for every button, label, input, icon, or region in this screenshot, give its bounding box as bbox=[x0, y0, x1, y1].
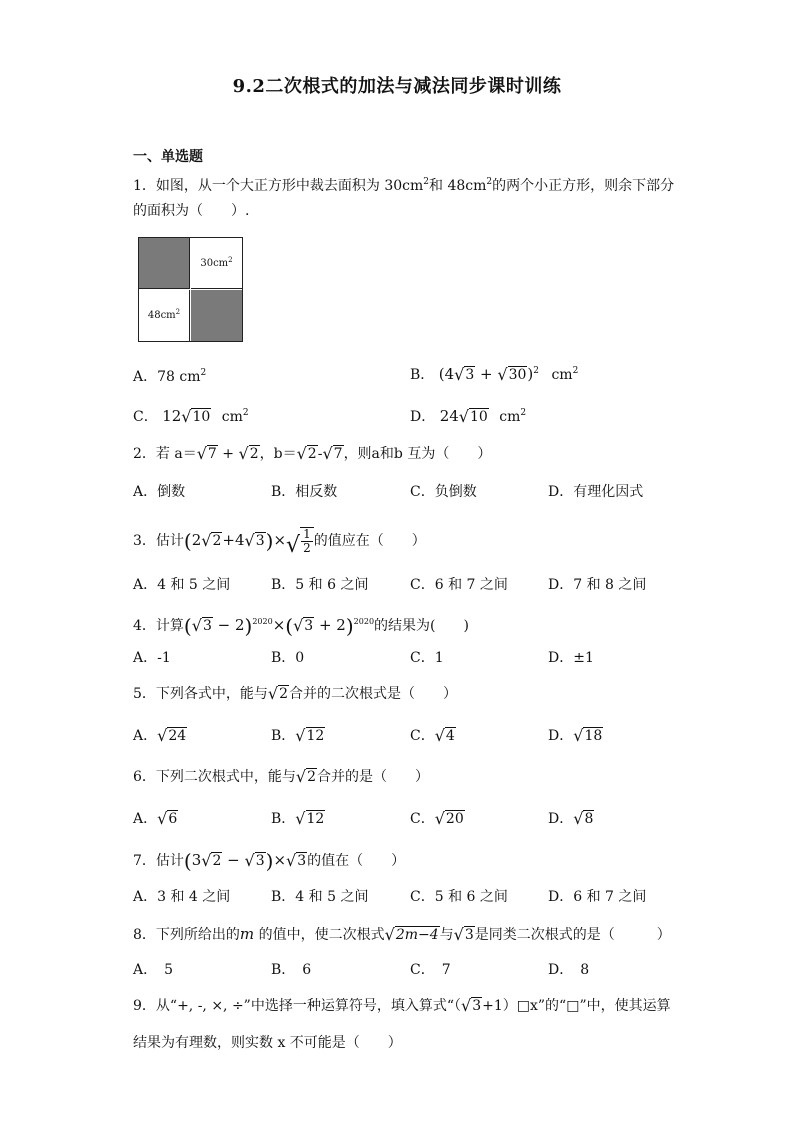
question-6: 6．下列二次根式中，能与 √ 2 合并的是（ ） bbox=[133, 767, 430, 786]
q1-text-c: 的两个小正方形，则余下部分 bbox=[492, 178, 675, 194]
q5-option-a: A． √ 24 bbox=[133, 726, 187, 745]
q1-option-a: A．78 $cm^2$ bbox=[133, 368, 207, 385]
question-3: 3．估计(2 √ 2 +4 √ 3 )× √ $\frac{1}{2}$ 的值应在（ ） bbox=[133, 527, 426, 558]
squares-figure bbox=[138, 237, 243, 342]
q2-option-d: D．有理化因式 bbox=[548, 484, 644, 500]
q6-option-d: D． √ 8 bbox=[548, 809, 594, 828]
page-title: 9.2二次根式的加法与减法同步课时训练 bbox=[232, 76, 562, 97]
q3-option-d: D．7 和 8 之间 bbox=[548, 577, 647, 593]
small-square-30 bbox=[191, 238, 242, 289]
q3-option-a: A．4 和 5 之间 bbox=[133, 577, 231, 593]
q6-option-b: B． √ 12 bbox=[271, 809, 325, 828]
shaded-region-top-left bbox=[139, 238, 190, 289]
q7-option-c: C．5 和 6 之间 bbox=[410, 889, 508, 905]
small-square-48-label: $48cm^2$ bbox=[147, 308, 181, 321]
q8-option-d: D． 8 bbox=[548, 962, 590, 978]
q8-option-a: A． 5 bbox=[133, 962, 174, 978]
q7-option-a: A．3 和 4 之间 bbox=[133, 889, 231, 905]
question-1-line2: 的面积为（ ）. bbox=[133, 203, 250, 219]
q2-option-b: B．相反数 bbox=[271, 484, 338, 500]
q8-option-c: C． 7 bbox=[410, 962, 451, 978]
q3-option-b: B．5 和 6 之间 bbox=[271, 577, 369, 593]
section-heading: 一、单选题 bbox=[133, 149, 203, 165]
q7-option-d: D．6 和 7 之间 bbox=[548, 889, 647, 905]
q5-option-d: D． √ 18 bbox=[548, 726, 603, 745]
question-2: 2．若 a＝ √ 7 + √ 2 ，b＝ √ 2 - √ 7 ，则a和b 互为（ ） bbox=[133, 444, 492, 463]
q8-option-b: B． 6 bbox=[271, 962, 312, 978]
shaded-region-bottom-right bbox=[191, 290, 242, 341]
q5-option-b: B． √ 12 bbox=[271, 726, 325, 745]
q1-text-b: 和 48cm bbox=[429, 178, 487, 194]
q1-sup-1: 2 bbox=[423, 177, 430, 187]
q3-option-c: C．6 和 7 之间 bbox=[410, 577, 508, 593]
q7-option-b: B．4 和 5 之间 bbox=[271, 889, 369, 905]
q4-option-b: B．0 bbox=[271, 650, 305, 666]
question-9-line2: 结果为有理数，则实数 x 不可能是（ ） bbox=[133, 1035, 402, 1051]
q1-sup-2: 2 bbox=[486, 177, 493, 187]
q6-option-c: C． √ 20 bbox=[410, 809, 464, 828]
q4-option-c: C．1 bbox=[410, 650, 444, 666]
q2-option-a: A．倒数 bbox=[133, 484, 186, 500]
q2-option-c: C．负倒数 bbox=[410, 484, 477, 500]
question-9-line1: 9．从“+, -, ×, ÷”中选择一种运算符号，填入算式“（ √ 3 +1）□x”的“□”中，使其运算 bbox=[133, 996, 671, 1015]
q4-option-a: A．-1 bbox=[133, 650, 171, 666]
small-square-30-label: $30cm^2$ bbox=[200, 256, 233, 269]
small-square-48 bbox=[139, 290, 190, 341]
q1-text-a: 1．如图，从一个大正方形中裁去面积为 30cm bbox=[133, 178, 424, 194]
q4-option-d: D．±1 bbox=[548, 650, 594, 666]
q5-option-c: C． √ 4 bbox=[410, 726, 455, 745]
q1-option-d: D． 24 √ 10 $cm^2$ bbox=[410, 407, 527, 426]
question-8: 8．下列所给出的m 的值中，使二次根式 √ 2m−4 与 √ 3 是同类二次根式的是（ ） bbox=[133, 925, 671, 944]
q1-option-c: C． 12 √ 10 $cm^2$ bbox=[133, 407, 249, 426]
q6-option-a: A． √ 6 bbox=[133, 809, 178, 828]
question-5: 5．下列各式中，能与 √ 2 合并的二次根式是（ ） bbox=[133, 684, 458, 703]
question-7: 7．估计(3 √ 2 − √ 3 )× √ 3 的值在（ ） bbox=[133, 849, 406, 873]
question-1-line1 bbox=[133, 172, 674, 196]
q1-option-b: B． (4 √ 3 + √ 30 )$^2$ $cm^2$ bbox=[410, 365, 579, 384]
question-4: 4．计算( √ 3 − 2)$^{2020}$×( √ 3 + 2)$^{2020}$的结果为( ) bbox=[133, 614, 469, 638]
